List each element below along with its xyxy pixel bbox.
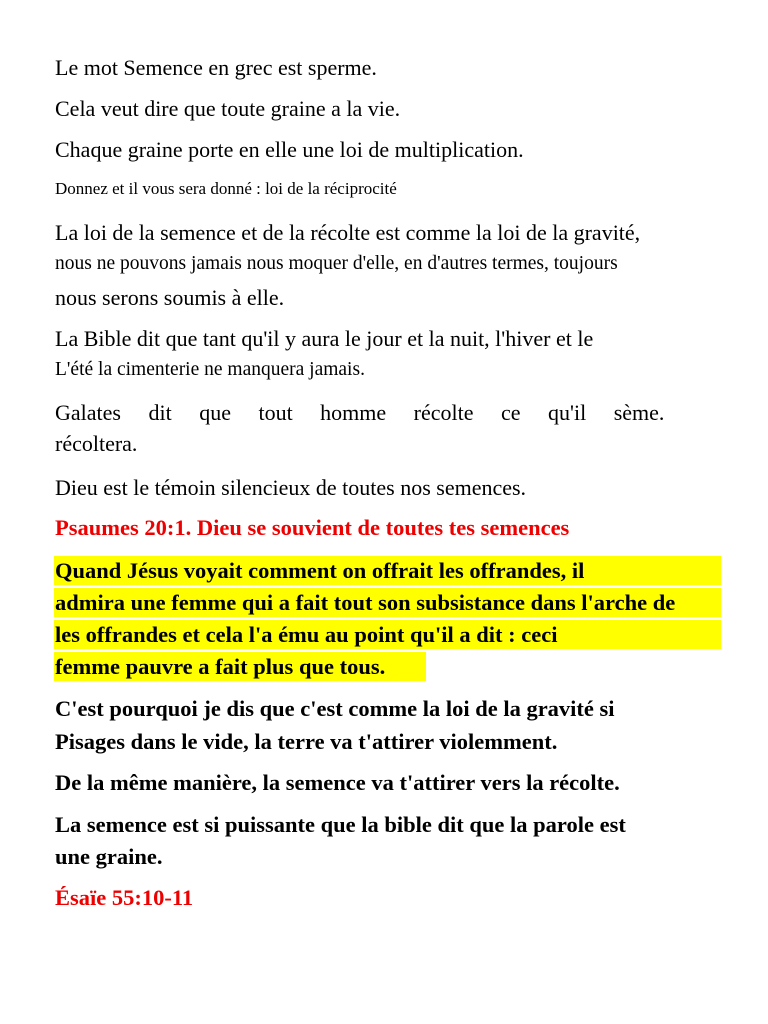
text-line: récoltera.	[55, 431, 138, 456]
text-line: Pisages dans le vide, la terre va t'attirer violemment.	[55, 729, 558, 754]
scripture-reference: Ésaïe 55:10-11	[55, 885, 194, 910]
text-line: L'été la cimenterie ne manquera jamais.	[55, 359, 365, 380]
text-line: Le mot Semence en grec est sperme.	[55, 55, 377, 80]
text-line: De la même manière, la semence va t'attirer vers la récolte.	[55, 770, 620, 795]
text-line: une graine.	[55, 844, 163, 869]
text-line: Donnez et il vous sera donné : loi de la réciprocité	[55, 179, 397, 198]
text-line: nous serons soumis à elle.	[55, 285, 285, 310]
highlighted-text-line: Quand Jésus voyait comment on offrait les offrandes, il	[55, 558, 585, 583]
text-line: C'est pourquoi je dis que c'est comme la loi de la gravité si	[55, 696, 615, 721]
text-line: La loi de la semence et de la récolte est comme la loi de la gravité,	[55, 220, 641, 245]
highlighted-text-line: femme pauvre a fait plus que tous.	[55, 654, 386, 679]
highlighted-text-line: admira une femme qui a fait tout son subsistance dans l'arche de	[55, 590, 676, 615]
text-line: La Bible dit que tant qu'il y aura le jour et la nuit, l'hiver et le	[55, 326, 594, 351]
text-line: Cela veut dire que toute graine a la vie.	[55, 96, 401, 121]
scripture-reference: Psaumes 20:1. Dieu se souvient de toutes tes semences	[55, 515, 570, 540]
highlighted-text-line: les offrandes et cela l'a ému au point qu'il a dit : ceci	[55, 622, 558, 647]
text-line: La semence est si puissante que la bible dit que la parole est	[55, 812, 626, 837]
text-line: Chaque graine porte en elle une loi de multiplication.	[55, 137, 524, 162]
text-line: Dieu est le témoin silencieux de toutes nos semences.	[55, 475, 527, 500]
text-line: nous ne pouvons jamais nous moquer d'elle, en d'autres termes, toujours	[55, 253, 618, 274]
text-line: Galates dit que tout homme récolte ce qu'il sème.	[55, 400, 665, 425]
